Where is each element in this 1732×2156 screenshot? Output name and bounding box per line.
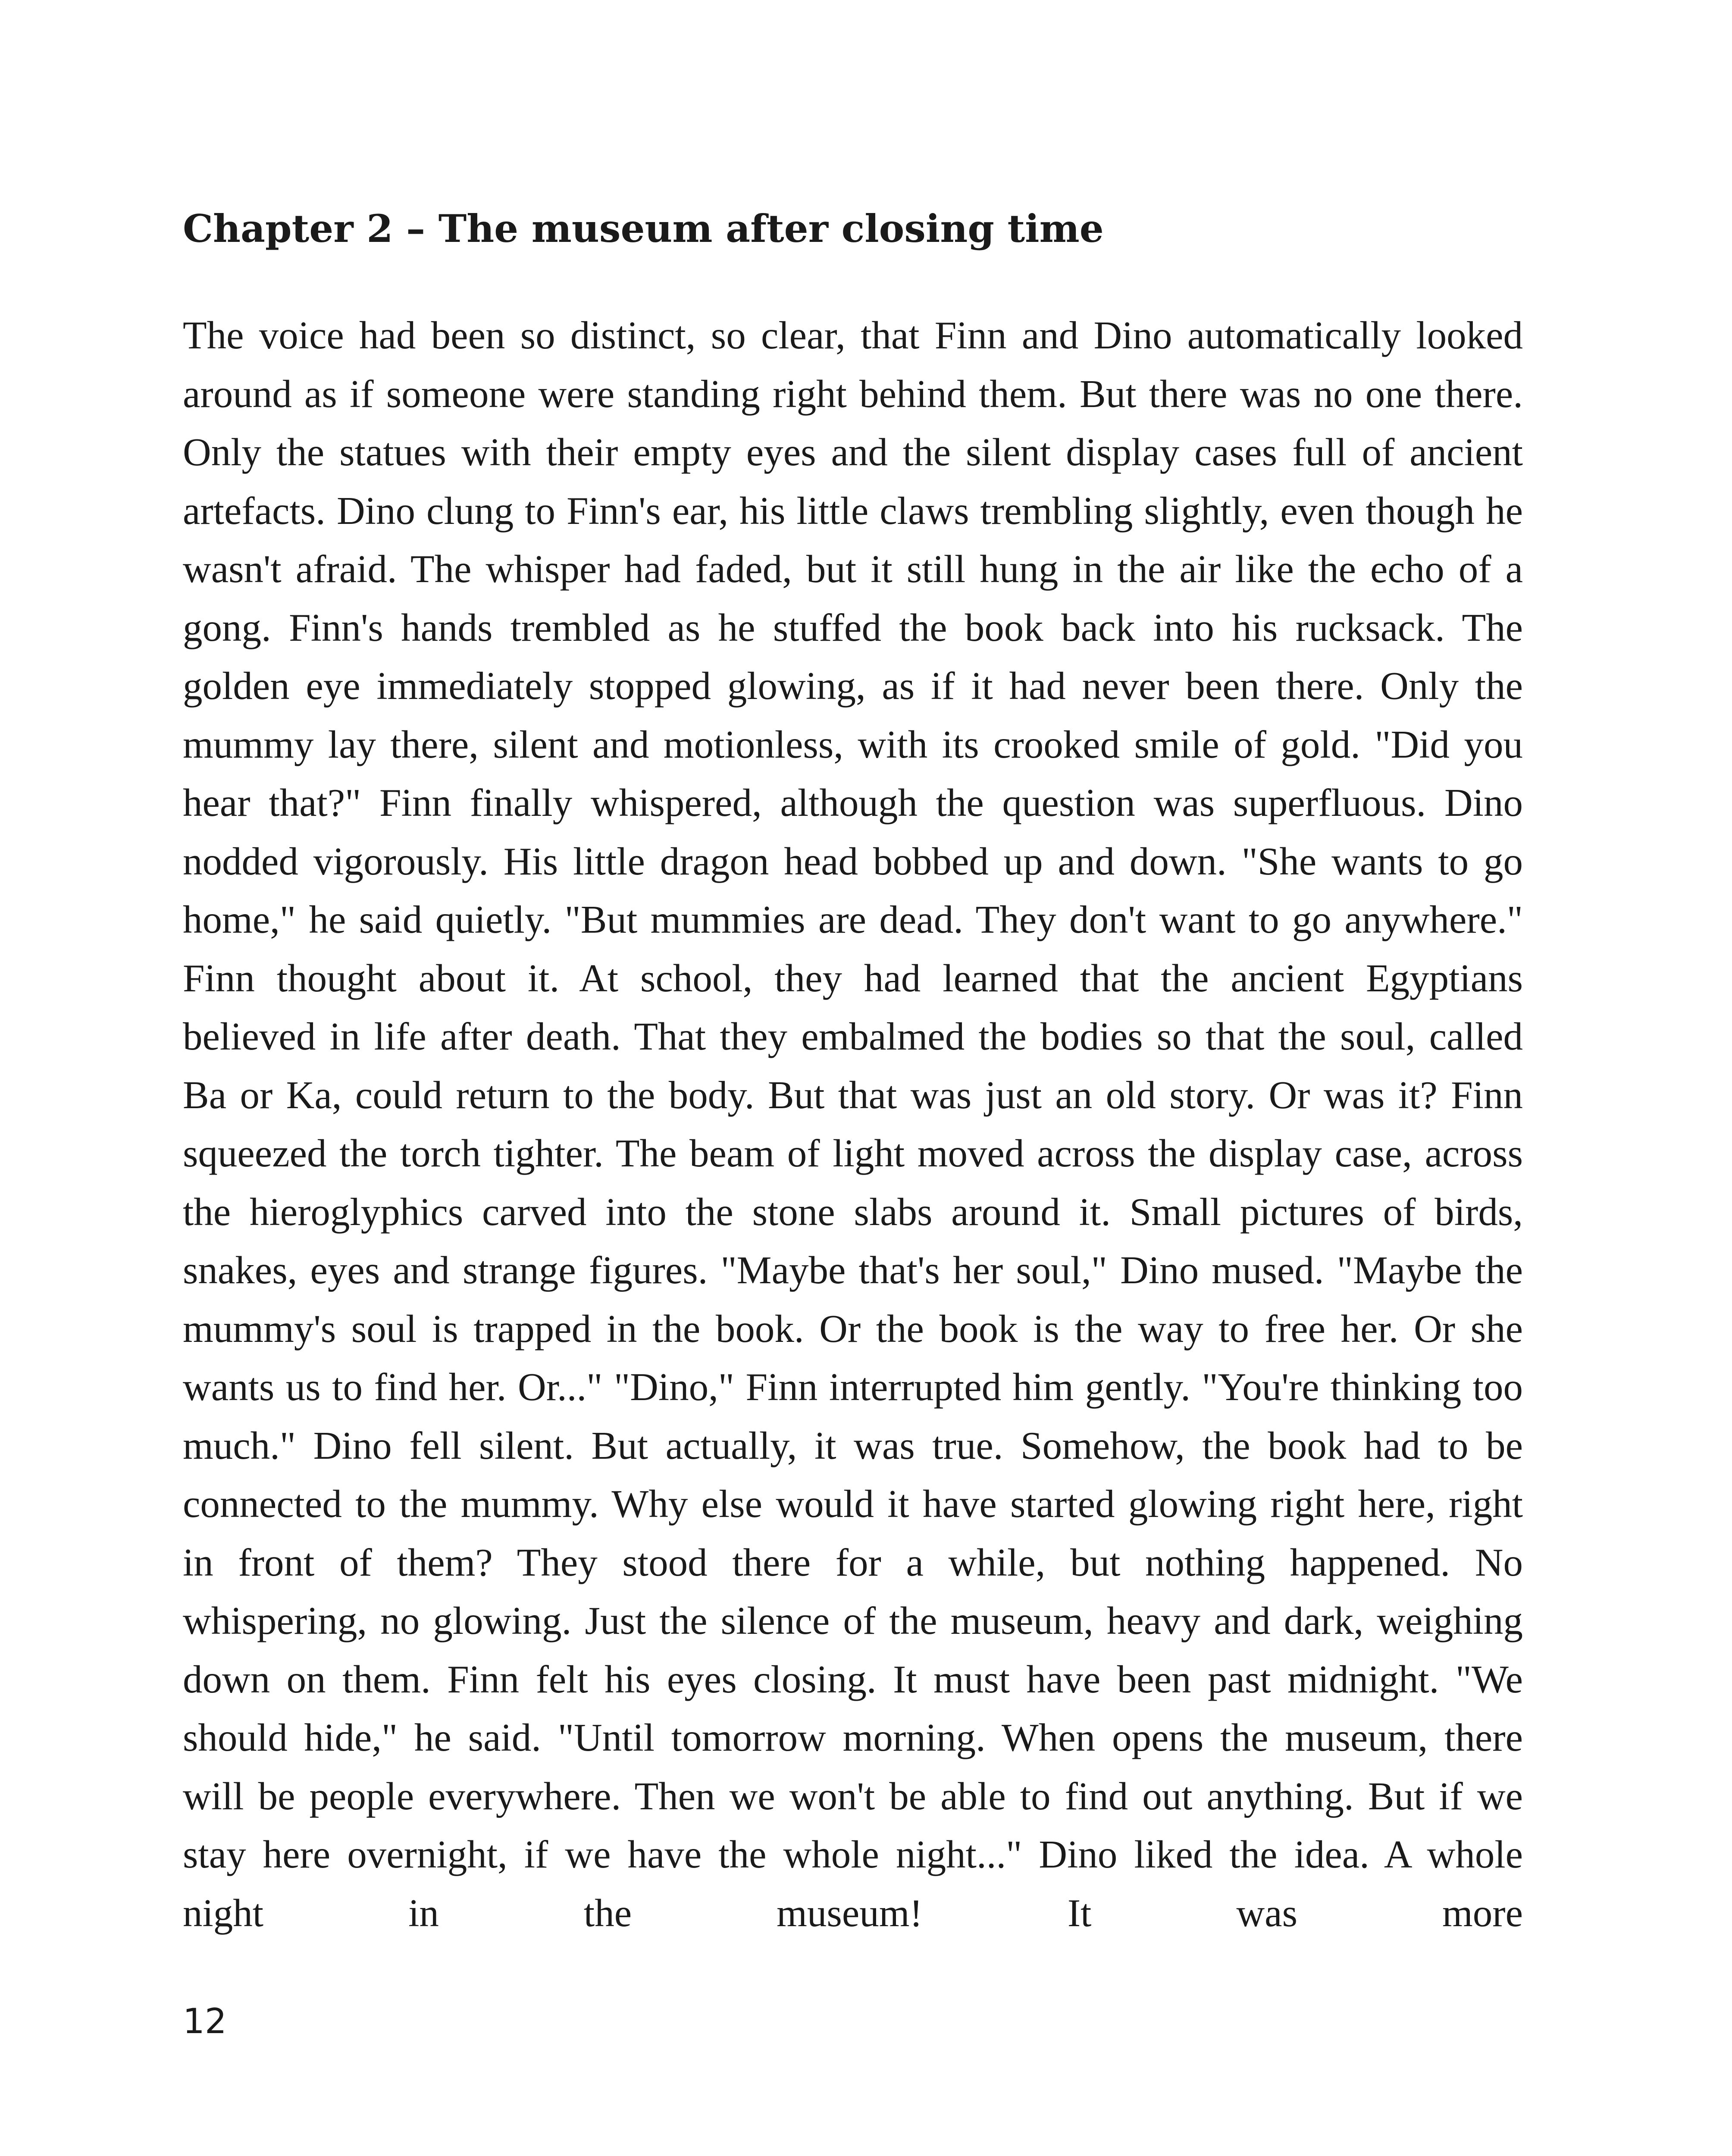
body-paragraph: The voice had been so distinct, so clear, that Finn and Dino automatically looked around as if someone were standing right behind them. But there was no one there. Only the statues with their empty eyes and the silent display cases full of ancient artefacts. Dino clung to Finn's ear, his little claws trembling slightly, even though he wasn't afraid. The whisper had faded, but it still hung in the air like the echo of a gong. Finn's hands trembled as he stuffed the book back into his rucksack. The golden eye immediately stopped glowing, as if it had never been there. Only the mummy lay there, silent and motionless, with its crooked smile of gold. "Did you hear that?" Finn finally whispered, although the question was superfluous. Dino nodded vigorously. His little dragon head bobbed up and down. "She wants to go home," he said quietly. "But mummies are dead. They don't want to go anywhere." Finn thought about it. At school, they had learned that the ancient Egyptians believed in life after death. That they embalmed the bodies so that the soul, called Ba or Ka, could return to the body. But that was just an old story. Or was it? Finn squeezed the torch tighter. The beam of light moved across the display case, across the hieroglyphics carved into the stone slabs around it. Small pictures of birds, snakes, eyes and strange figures. "Maybe that's her soul," Dino mused. "Maybe the mummy's soul is trapped in the book. Or the book is the way to free her. Or she wants us to find her. Or..." "Dino," Finn interrupted him gently. "You're thinking too much." Dino fell silent. But actually, it was true. Somehow, the book had to be connected to the mummy. Why else would it have started glowing right here, right in front of them? They stood there for a while, but nothing happened. No whispering, no glowing. Just the silence of the museum, heavy and dark, weighing down on them. Finn felt his eyes closing. It must have been past midnight. "We should hide," he said. "Until tomorrow morning. When opens the museum, there will be people everywhere. Then we won't be able to find out anything. But if we stay here overnight, if we have the whole night..." Dino liked the idea. A whole night in the museum! It was more (183, 313, 1523, 1935)
chapter-title: Chapter 2 – The museum after closing time (183, 206, 1104, 251)
page-number: 12 (183, 2001, 227, 2041)
